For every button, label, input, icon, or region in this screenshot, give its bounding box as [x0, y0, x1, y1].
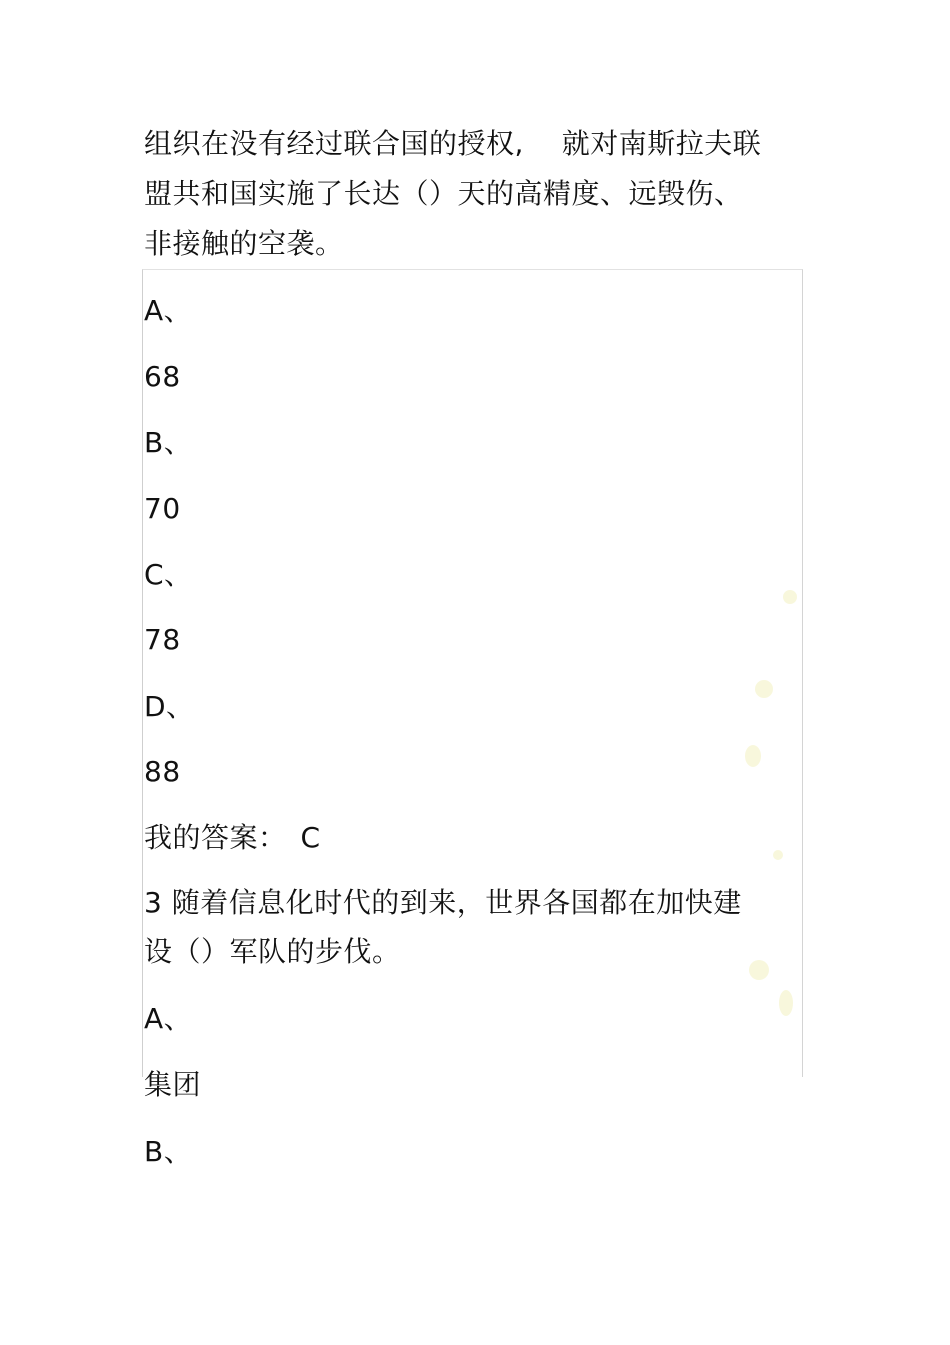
option-letter-b: B、	[144, 1135, 193, 1168]
decorative-speck	[749, 960, 769, 980]
option-value-a: 68	[144, 360, 181, 393]
decorative-speck	[745, 745, 761, 767]
option-value-c: 78	[144, 623, 181, 656]
option-value-a: 集团	[144, 1068, 202, 1101]
question-text-line: 盟共和国实施了长达（）天的高精度、远毁伤、	[144, 177, 743, 210]
question-text-line: 非接触的空袭。	[144, 227, 344, 260]
my-answer-value: C	[300, 821, 321, 854]
option-letter-d: D、	[144, 690, 195, 723]
my-answer-label: 我的答案：	[144, 821, 287, 854]
decorative-speck	[773, 850, 783, 860]
option-letter-b: B、	[144, 426, 193, 459]
option-letter-a: A、	[144, 294, 193, 327]
decorative-speck	[783, 590, 797, 604]
question-text-line: 组织在没有经过联合国的授权, 就对南斯拉夫联	[144, 127, 762, 160]
decorative-speck	[755, 680, 773, 698]
decorative-speck	[779, 990, 793, 1016]
option-letter-c: C、	[144, 558, 193, 591]
option-letter-a: A、	[144, 1002, 193, 1035]
option-value-b: 70	[144, 492, 181, 525]
question-text-line: 3 随着信息化时代的到来，世界各国都在加快建	[144, 886, 742, 919]
option-value-d: 88	[144, 755, 181, 788]
my-answer-line	[144, 820, 321, 856]
question-text-line: 设（）军队的步伐。	[144, 935, 401, 968]
